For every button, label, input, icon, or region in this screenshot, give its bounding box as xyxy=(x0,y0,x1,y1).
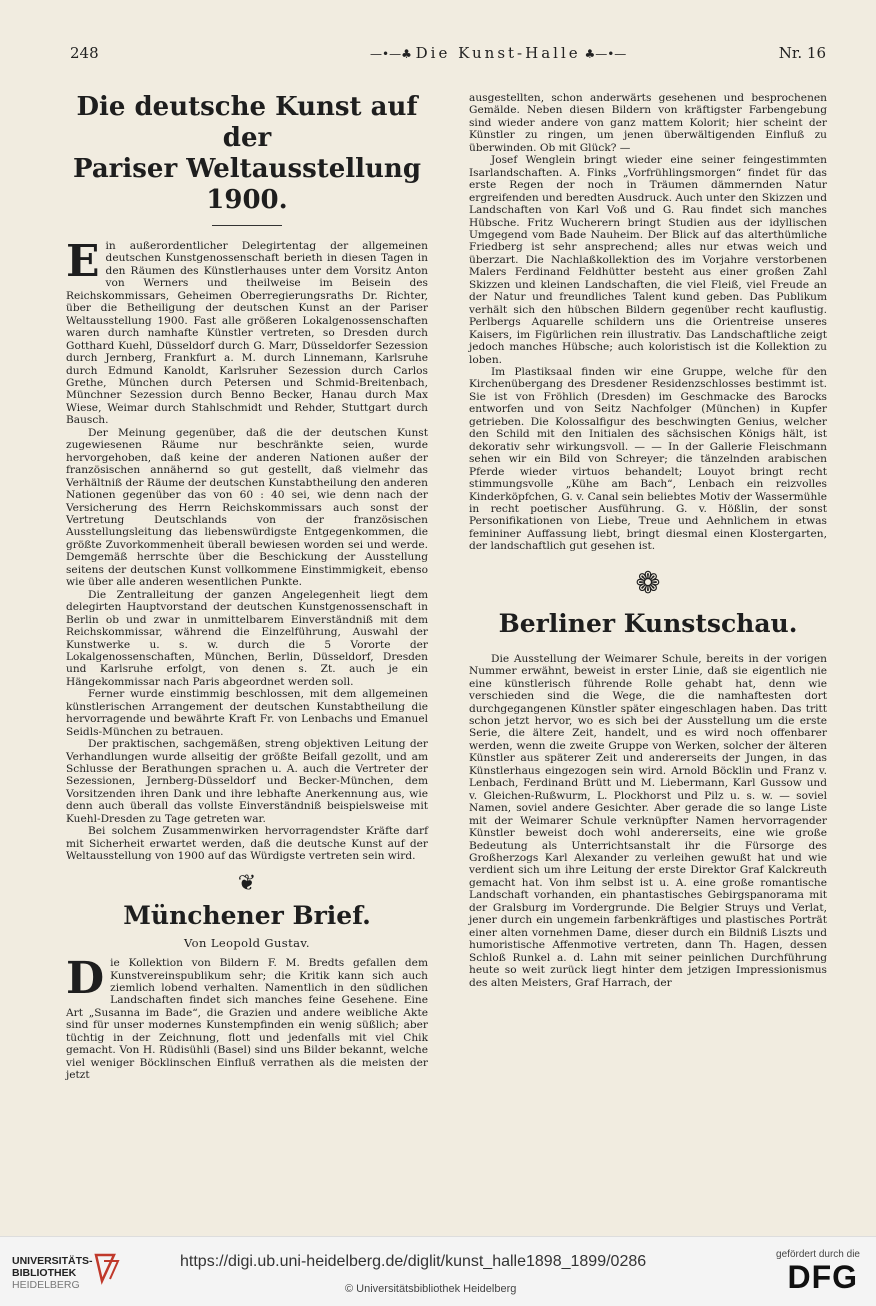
article-title xyxy=(66,92,428,216)
library-name-line2: BIBLIOTHEK xyxy=(12,1267,77,1279)
header-ornament-left-icon: —•—♣ xyxy=(370,47,416,61)
journal-title-text: Die Kunst-Halle xyxy=(415,44,581,62)
article3-paragraph-1: Die Ausstellung der Weimarer Schule, bereits in der vorigen Nummer erwähnt, beweist in erster Linie, daß sie eigentlich nie eine künstlerisch führende Rolle gehabt hat, denn wie verschieden sind die Wege, die die namhaftesten dort durchgegangenen Künstler später eingeschlagen haben. Das tritt schon jetzt hervor, wo es sich bei der Ausstellung um die erste Serie, die ältere Zeit, handelt, und es wird noch offenbarer werden, wenn die zweite Gruppe von Werken, solcher der älteren Künstler aus späterer Zeit und andererseits der Jungen, in das Künstlerhaus eingezogen sein wird. Arnold Böcklin und Franz v. Lenbach, Ferdinand Brütt und M. Liebermann, Karl Gussow und v. Gleichen-Rußwurm, L. Plockhorst und Pilz u. s. w. — soviel Namen, soviel andere Gesichter. Aber gerade die so lange Liste mit der Weimarer Schule verknüpfter Namen hervorragender Künstler beweist doch wohl andererseits, eine wie große Bedeutung als Unterrichtsanstalt ihr die Fürsorge des Großherzogs Karl Alexander zu verleihen gewußt hat und wie verdient sich um ihre Leitung der erste Direktor Graf Kalckreuth gemacht hat. Von ihm selbst ist u. A. eine große romantische Landschaft vorhanden, ein phantastisches Gebirgspanorama mit der Gralsburg im Vordergrunde. Die Belgier Struys und Verlat, jener durch ein ungemein farbenkräftiges und plastisches Porträt einer alten vornehmen Dame, dieser durch ein Bildniß Liszts und humoristische Affenmotive vertreten, dann Th. Hagen, dessen Schloß Runkel a. d. Lahn mit seiner peinlichen Durchführung heute so weit zurück liegt hinter dem jetzigen Impressionismus des alten Meisters, Graf Harrach, der xyxy=(469,652,827,989)
article1-paragraph-1-text: in außerordentlicher Delegirtentag der allgemeinen deutschen Kunstgenossenschaft berieth in diesen Tagen in den Räumen des Künstlerhauses unter dem Vorsitz Anton von Werners und theilweise im Beisein des Reichskommissars, Geheimen Oberregierungsraths Dr. Richter, über die Betheiligung der deutschen Kunst an der Pariser Weltausstellung 1900. Fast alle größeren Lokalgenossenschaften waren durch namhafte Künstler vertreten, so Dresden durch Gotthard Kuehl, Düsseldorf durch G. Marr, Düsseldorfer Sezession durch Jernberg, Frankfurt a. M. durch Linnemann, Karlsruhe durch Edmund Kanoldt, Karlsruher Sezession durch Carlos Grethe, München durch Petersen und Schmid-Breitenbach, Münchner Sezession durch Benno Becker, Hanau durch Max Wiese, Weimar durch Stahlschmidt und Rehder, Stuttgart durch Bausch. xyxy=(66,240,428,427)
article2-paragraph-1-text: ie Kollektion von Bildern F. M. Bredts gefallen dem Kunstvereinspublikum sehr; die Kritik kann sich auch ziemlich lobend verhalten. Namentlich in den südlichen Landschaften findet sich manches feine Gesehene. Eine Art „Susanna im Bade“, die Grazien und andere weibliche Akte sind für unser modernes Kunstempfinden ein wenig süßlich; aber tüchtig in der Zeichnung, flott und jedenfalls mit viel Chik gemacht. Von H. Rüdisühli (Basel) sind uns Bilder bekannt, welche viel weniger Böcklinschen Einfluß verrathen als die meisten der jetzt xyxy=(66,957,428,1082)
dropcap-d: D xyxy=(66,953,105,1005)
article1-paragraph-6: Bei solchem Zusammenwirken hervorragendster Kräfte darf mit Sicherheit erwartet werden, daß die deutsche Kunst auf der Weltausstellung von 1900 auf das Würdigste vertreten sein wird. xyxy=(66,825,428,863)
journal-title xyxy=(370,44,626,62)
right-column xyxy=(469,92,827,989)
left-column xyxy=(66,92,428,1082)
article1-paragraph-1 xyxy=(66,236,428,427)
section-title-muenchener-brief: Münchener Brief. xyxy=(123,900,371,930)
funded-by-label: gefördert durch die xyxy=(776,1249,860,1260)
copyright-notice: © Universitätsbibliothek Heidelberg xyxy=(345,1283,517,1295)
library-name xyxy=(12,1255,93,1291)
article2-paragraph-1 xyxy=(66,953,428,1082)
article2-paragraph-2: Josef Wenglein bringt wieder eine seiner feingestimmten Isarlandschaften. A. Finks „Vorfrühlingsmorgen“ findet für das erste Regen der noch in Träumen dämmernden Natur ergreifenden und beredten Ausdruck. Auch unter den Skizzen und Landschaften von Karl Voß und G. Rau findet sich manches Hübsche. Fritz Wucherern bringt Studien aus der idyllischen Umgegend vom Bade Nauheim. Der Blick auf das alterthümliche Friedberg ist sehr ansprechend; alles nur etwas weich und überzart. Die Nachlaßkollektion des im Vorjahre verstorbenen Malers Ferdinand Feldhütter besteht aus einer großen Zahl Skizzen und kleinen Landschaften, die viel Fleiß, viel Freude an der Natur und freundliches Talent kund geben. Das Publikum verhält sich den hübschen Bildern gegenüber recht kauflustig. Perlbergs Aquarelle schildern uns die Orientreise unseres Kaisers, im Figürlichen rein illustrativ. Das Landschaftliche zeigt jedoch manches Hübsche; auch koloristisch ist die Kollektion zu loben. xyxy=(469,154,827,366)
article1-paragraph-4: Ferner wurde einstimmig beschlossen, mit dem allgemeinen künstlerischen Arrangement der deutschen Kunstabtheilung die hervorragende und bewährte Kraft Fr. von Lenbachs und Emanuel Seidls-München zu betrauen. xyxy=(66,688,428,738)
floral-ornament-icon: ❁ xyxy=(635,565,661,601)
article2-paragraph-3: Im Plastiksaal finden wir eine Gruppe, welche für den Kirchenübergang des Dresdener Residenzschlosses bestimmt ist. Sie ist von Fröhlich (Dresden) im Geschmacke des Barocks entworfen und von Seitz Nachfolger (München) in Kupfer getrieben. Die Kolossalfigur des beschwingten Genius, welcher den Schild mit den Initialen des sächsischen Königs hält, ist dekorativ sehr wirkungsvoll. — — In der Gallerie Fleischmann sehen wir ein Bild von Schreyer; die tänzelnden arabischen Pferde wieder virtuos behandelt; Louyot bringt recht stimmungsvolle „Kühe am Bach“, Lenbach ein reizvolles Kinderköpfchen, G. v. Canal sein beliebtes Motiv der Wassermühle in recht poetischer Ausführung. G. v. Hößlin, der sonst Personifikationen von Liebe, Treue und Aehnlichem in etwas femininer Auffassung liebt, bringt diesmal einen Klostergarten, der landschaftlich gut gesehen ist. xyxy=(469,365,827,553)
permalink-url[interactable]: https://digi.ub.uni-heidelberg.de/diglit/kunst_halle1898_1899/0286 xyxy=(180,1253,647,1270)
section-title-berliner-kunstschau: Berliner Kunstschau. xyxy=(498,608,798,638)
viewer-footer xyxy=(0,1236,876,1306)
title-rule xyxy=(212,225,282,226)
library-name-line1: UNIVERSITÄTS- xyxy=(12,1255,93,1267)
article1-paragraph-5: Der praktischen, sachgemäßen, streng objektiven Leitung der Verhandlungen wurde allseitig der größte Beifall gezollt, und am Schlusse der Berathungen sprachen u. A. auch die Vertreter der Sezessionen, Jernberg-Düsseldorf und Becker-München, dem Vorsitzenden ihren Dank und ihre lebhafte Anerkennung aus, wie denn auch überall das vollste Einverständniß beispielsweise mit Kuehl-Dresden zu Tage getreten war. xyxy=(66,738,428,825)
article-title-line1: Die deutsche Kunst auf der xyxy=(76,92,418,153)
issue-number: Nr. 16 xyxy=(778,44,826,62)
article1-paragraph-2: Der Meinung gegenüber, daß die der deutschen Kunst zugewiesenen Räume nur beschränkte seien, wurde hervorgehoben, daß keine der anderen Nationen außer der französischen annähernd so gut gestellt, daß vielmehr das Verhältniß der Räume der deutschen Kunstabtheilung den anderen Nationen gegenüber das von 60 : 40 sei, wie denn nach der Versicherung des Herrn Reichskommissars auch sonst der Vertretung Deutschlands von der französischen Ausstellungsleitung das liebenswürdigste Entgegenkommen, die größte Zuvorkommenheit überall bewiesen worden sei und werde. Demgemäß herrschte über die Beschickung der Ausstellung seitens der deutschen Kunst vollkommene Einstimmigkeit, ebenso wie über alle anderen wesentlichen Punkte. xyxy=(66,426,428,589)
article-title-line2: Pariser Weltausstellung 1900. xyxy=(72,154,422,215)
fleuron-icon: ❦ xyxy=(237,870,257,896)
article1-paragraph-3: Die Zentralleitung der ganzen Angelegenheit liegt dem delegirten Hauptvorstand der deutschen Kunstgenossenschaft in Berlin ob und zwar in unmittelbarem Einverständniß mit dem Reichskommissar, während die Einzelführung, Auswahl der Kunstwerke u. s. w. durch die 5 Vororte der Lokalgenossenschaften, München, Berlin, Düsseldorf, Dresden und Karlsruhe erfolgt, von denen s. Zt. auch je ein Hängekommissar nach Paris abgeordnet werden soll. xyxy=(66,588,428,688)
running-header xyxy=(70,44,826,66)
library-logo-icon xyxy=(92,1251,120,1285)
dropcap-e: E xyxy=(66,236,100,287)
article2-paragraph-1-continued: ausgestellten, schon anderwärts gesehenen und besprochenen Gemälde. Neben diesen Bildern von kräftigster Farbengebung sind wieder andere von ganz mattem Kolorit; hier scheint der Künstler zu ringen, um jenen überwältigenden Einfluß zu überwinden. Ob mit Glück? — xyxy=(469,92,827,154)
page-number: 248 xyxy=(70,44,99,62)
library-name-line3: HEIDELBERG xyxy=(12,1279,80,1291)
header-ornament-right-icon: ♣—•— xyxy=(580,47,627,61)
dfg-logo: DFG xyxy=(787,1259,858,1295)
byline: Von Leopold Gustav. xyxy=(184,935,310,950)
